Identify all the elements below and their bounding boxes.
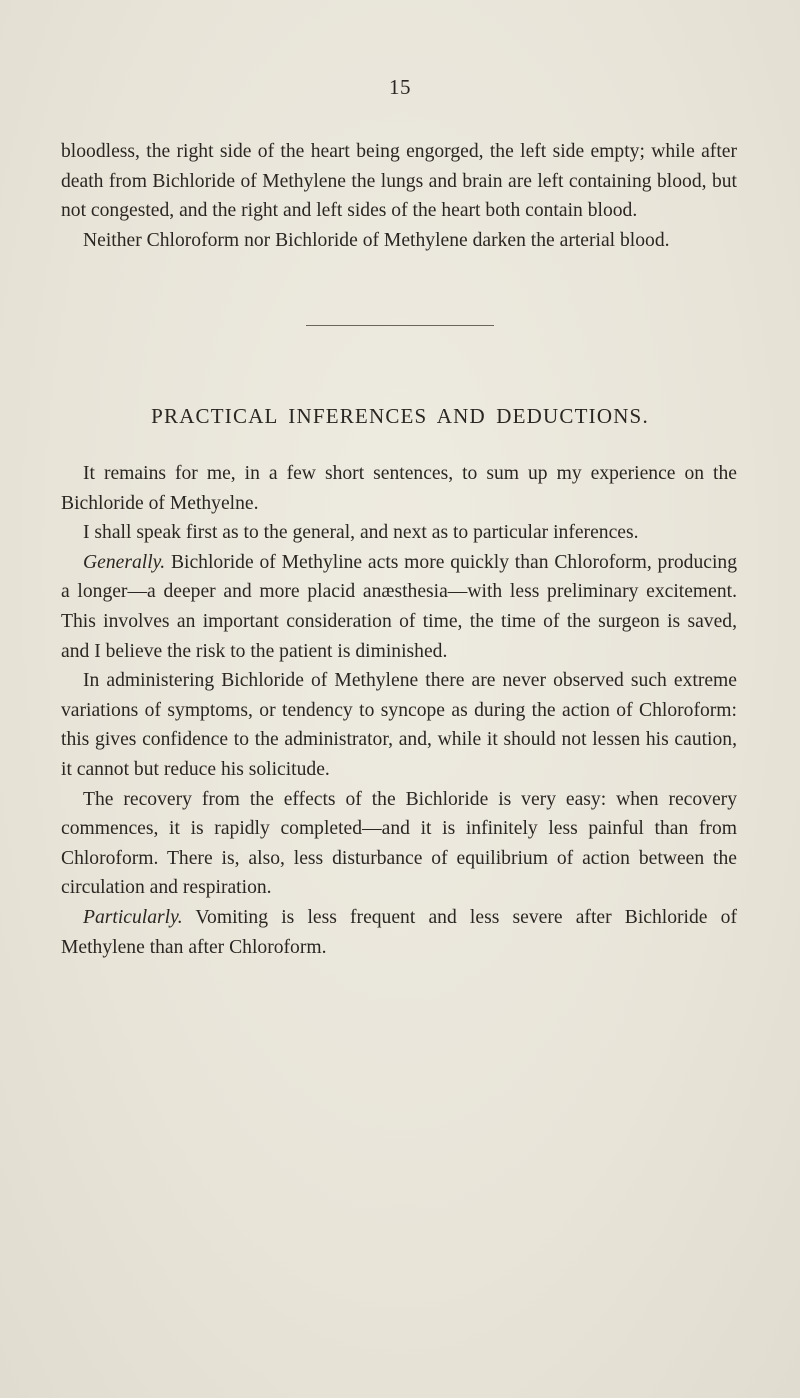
intro-text-block (61, 137, 737, 255)
paragraph-bloodless: bloodless, the right side of the heart being engorged, the left side empty; while after death from Bichloride of Methylene the lungs and brain are left containing blood, but not congested, and the right and left sides of the heart both contain blood. (61, 141, 737, 222)
generally-text: Bichloride of Methyline acts more quickly than Chloroform, producing a longer—a deeper and more placid anæsthesia—with less preliminary excitement. This involves an important consideration of time, the time of the surgeon is saved, and I believe the risk to the patient is diminished. (61, 551, 737, 662)
paragraph-particularly (61, 903, 737, 962)
paragraph-neither-chloroform: Neither Chloroform nor Bichloride of Methylene darken the arterial blood. (83, 229, 670, 251)
paragraph-generally (61, 548, 737, 666)
paragraph-it-remains: It remains for me, in a few short sentences, to sum up my experience on the Bichloride of Methyelne. (61, 463, 737, 514)
section-heading: PRACTICAL INFERENCES AND DEDUCTIONS. (151, 404, 649, 428)
section-divider (306, 325, 494, 326)
paragraph-recovery: The recovery from the effects of the Bichloride is very easy: when recovery commences, it is rapidly completed—and it is infinitely less painful than from Chloroform. There is, also, less disturbance of equilibrium of action between the circulation and respiration. (61, 788, 737, 899)
paragraph-i-shall-speak: I shall speak first as to the general, and next as to particular inferences. (83, 522, 639, 544)
section-text-block (61, 459, 737, 962)
particularly-lead: Particularly. (83, 906, 183, 928)
generally-lead: Generally. (83, 551, 166, 573)
page-number: 15 (389, 75, 411, 99)
paragraph-administering: In administering Bichloride of Methylene there are never observed such extreme variations of symptoms, or tendency to syncope as during the action of Chloroform: this gives confidence to the administrator, and, while it should not lessen his caution, it cannot but reduce his solicitude. (61, 670, 737, 780)
particularly-text: Vomiting is less frequent and less severe after Bichloride of Methylene than after Chloroform. (61, 906, 737, 958)
